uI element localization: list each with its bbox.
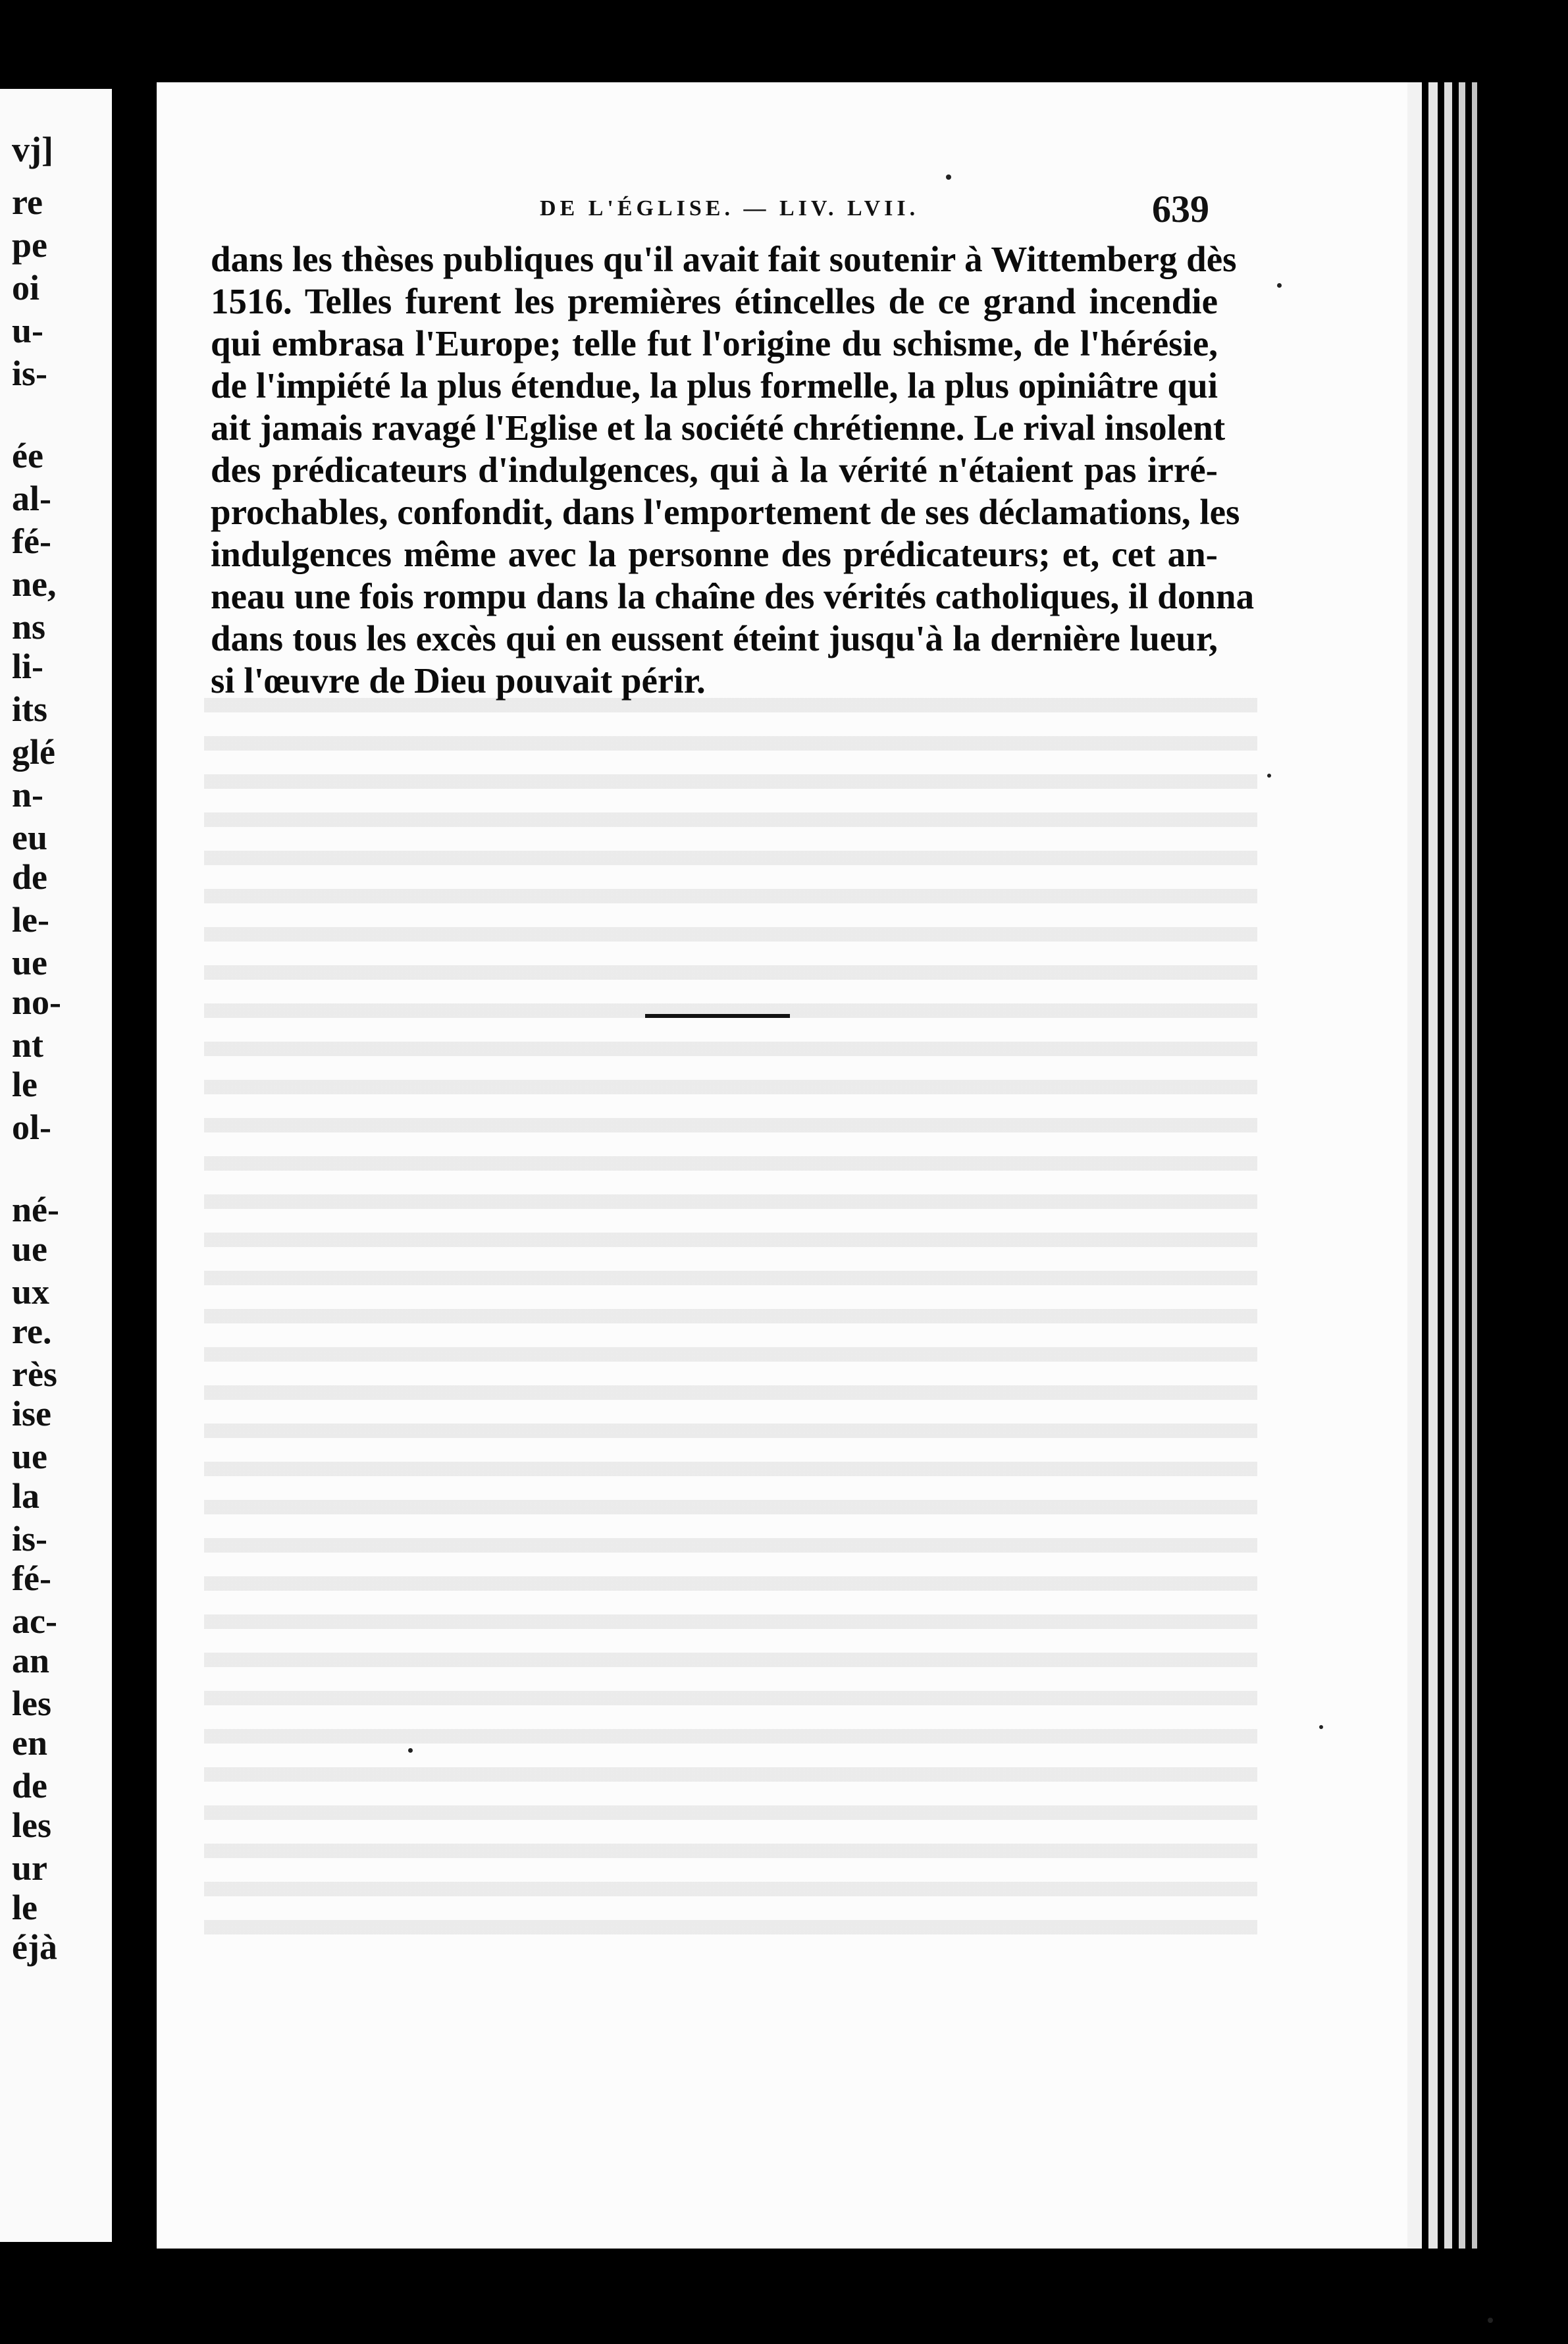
left-page-fragment: pe <box>12 225 47 265</box>
page-edge <box>1444 82 1452 2249</box>
left-page-fragment: ise <box>12 1394 51 1433</box>
left-page-fragment: fé- <box>12 1558 51 1598</box>
page-edge <box>1459 82 1465 2249</box>
text-line: 1516. Telles furent les premières étincelles de ce grand incendie <box>211 281 1218 321</box>
left-page-fragment: no- <box>12 982 62 1022</box>
left-page-fragment: is- <box>12 354 47 393</box>
left-page-fragment: le <box>12 1065 38 1104</box>
text-line: qui embrasa l'Europe; telle fut l'origine du schisme, de l'hérésie, <box>211 323 1218 363</box>
left-page-fragment: de <box>12 857 47 897</box>
left-page-fragment: né- <box>12 1190 59 1229</box>
speck <box>1267 774 1271 778</box>
left-page-fragment: re. <box>12 1312 52 1351</box>
left-page-fragment: an <box>12 1641 50 1680</box>
running-head: DE L'ÉGLISE. — LIV. LVII. <box>540 196 920 221</box>
page-edge <box>1407 82 1422 2249</box>
left-page-fragment: ur <box>12 1848 47 1888</box>
left-page-fragment: en <box>12 1723 47 1763</box>
text-line: si l'œuvre de Dieu pouvait périr. <box>211 660 706 701</box>
left-page-fragment: ac- <box>12 1601 57 1641</box>
speck <box>408 1748 413 1753</box>
left-page-fragment: ue <box>12 943 47 982</box>
speck <box>1277 283 1282 288</box>
text-line: neau une fois rompu dans la chaîne des vérités catholiques, il donna <box>211 576 1255 616</box>
text-line: de l'impiété la plus étendue, la plus formelle, la plus opiniâtre qui <box>211 365 1218 406</box>
text-line: ait jamais ravagé l'Eglise et la société chrétienne. Le rival insolent <box>211 408 1226 448</box>
left-page-fragment: is- <box>12 1519 47 1558</box>
speck <box>1488 2318 1493 2323</box>
text-line: dans les thèses publiques qu'il avait fait soutenir à Wittemberg dès <box>211 239 1237 279</box>
left-page-fragment: its <box>12 689 47 729</box>
section-rule <box>645 1014 790 1018</box>
left-page-fragment: al- <box>12 479 51 518</box>
left-page-fragment: fé- <box>12 521 51 561</box>
text-line: indulgences même avec la personne des prédicateurs; et, cet an- <box>211 534 1218 574</box>
left-page-fragment: rès <box>12 1354 57 1394</box>
left-page-fragment: les <box>12 1684 51 1723</box>
speck <box>946 174 951 180</box>
left-page-fragment: les <box>12 1805 51 1845</box>
left-page-fragment: ne, <box>12 564 57 604</box>
page-number: 639 <box>1152 188 1209 230</box>
left-page-fragment: li- <box>12 647 43 686</box>
left-page-fragment: re <box>12 182 43 222</box>
left-page-fragment: ue <box>12 1229 47 1269</box>
text-line: des prédicateurs d'indulgences, qui à la vérité n'étaient pas irré- <box>211 450 1218 490</box>
body-paragraph <box>211 238 1255 702</box>
page-edge <box>1472 82 1477 2249</box>
page-edge <box>1428 82 1438 2249</box>
left-page-fragment: oi <box>12 268 40 307</box>
text-line: dans tous les excès qui en eussent éteint jusqu'à la dernière lueur, <box>211 618 1218 658</box>
left-page-fragment: ns <box>12 607 46 647</box>
left-page-fragment: le <box>12 1888 38 1927</box>
left-page-fragment: nt <box>12 1025 44 1065</box>
left-page-fragment: ée <box>12 436 43 475</box>
left-page-fragment: éjà <box>12 1927 57 1967</box>
show-through-text <box>204 698 1257 1949</box>
speck <box>1319 1725 1323 1729</box>
left-page-fragment: eu <box>12 818 47 857</box>
left-page-fragment: glé <box>12 732 55 772</box>
page-gutter <box>112 86 157 2252</box>
left-page-fragment: le- <box>12 900 49 940</box>
left-page-strip <box>0 89 112 2242</box>
left-page-fragment: u- <box>12 311 44 350</box>
left-page-fragment: ux <box>12 1272 50 1312</box>
left-page-fragment: ue <box>12 1437 47 1476</box>
left-page-fragment: vj] <box>12 130 53 169</box>
left-page-fragment: n- <box>12 775 44 814</box>
left-page-fragment: de <box>12 1766 47 1805</box>
left-page-fragment: ol- <box>12 1107 51 1147</box>
text-line: prochables, confondit, dans l'emportement de ses déclamations, les <box>211 492 1240 532</box>
left-page-fragment: la <box>12 1476 40 1516</box>
